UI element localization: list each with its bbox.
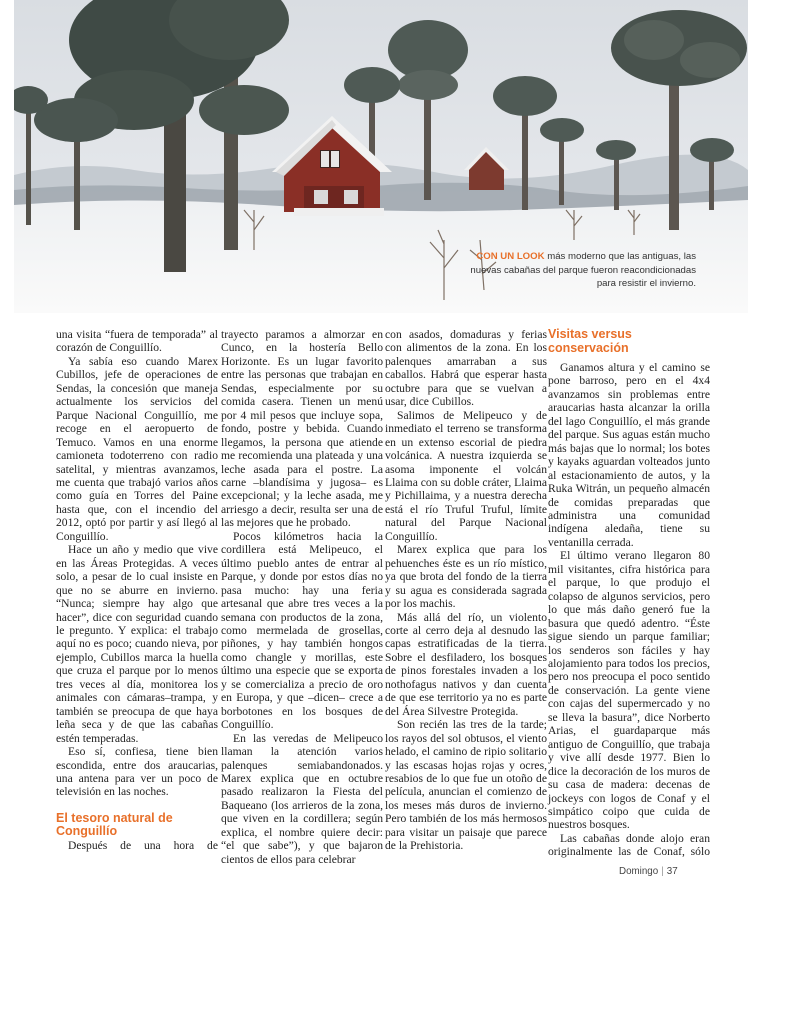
body-paragraph: Ganamos altura y el camino se pone barroso, pero en el 4x4 avanzamos sin problemas entre araucarias hasta alcanzar la orilla del lago Conguillío, el más grande del parque. Sus aguas están mucho más bajas que lo normal; los botes y kayaks aguardan volteados junto al estacionamiento de autos, y la Ruka Witrán, un pequeño almacén de comidas preparadas que administra una comunidad indígena aledaña, tiene su ventanilla cerrada.: [548, 361, 710, 549]
body-paragraph: En las veredas de Melipeuco llaman la atención varios palenques semiabandonados. Marex explica que en octubre pasado realizaron la Fiesta del Baqueano (los arrieros de la zona, que viven en la cordillera; según explica, el nombre quiere decir: “el que sabe”), y que bajaron cientos de ellos para celebrar: [221, 731, 383, 866]
caption-lead: CON UN LOOK: [476, 251, 545, 262]
page-folio: [619, 866, 678, 877]
body-paragraph: trayecto paramos a almorzar en Cunco, en la hostería Bello Horizonte. Es un lugar favorito entre las personas que trabajan en Sendas, especialmente por su comida casera. Tienen un menú por 4 mil pesos que incluye sopa, fondo, postre y bebida. Cuando llegamos, la persona que atiende me recomienda una plateada y una leche asada para el postre. La carne –blandísima y jugosa– es excepcional; y la leche asada, me arriesgo a decir, resulta ser una de las mejores que he probado.: [221, 328, 383, 530]
text-column-2: [221, 328, 383, 866]
body-paragraph: El último verano llegaron 80 mil visitantes, cifra histórica para el parque, lo que produjo el colapso de algunos servicios, pero lo que más daño generó fue la basura que quedó adentro. “Éste sigue siendo un parque familiar; los senderos son fáciles y hay alojamiento para todos los precios, pero nos preocupa el poco sentido de conservación. La gente viene con cajas del supermercado y no se lleva la basura”, dice Norberto Arias, el guardaparque más antiguo de Conguillío, que trabaja y vive allí desde 1977. Bien lo dice la decoración de los muros de su casa de madera: decenas de jockeys con logos de Conaf y el simpático coipo que cuida de nuestros bosques.: [548, 549, 710, 832]
cabin-snow-photo: [14, 0, 748, 313]
folio-section: Domingo: [619, 866, 659, 877]
text-column-3: [385, 328, 547, 853]
text-column-4: [548, 328, 710, 859]
body-paragraph: Marex explica que para los pehuenches éste es un río místico, ya que brota del fondo de la tierra y su agua es considerada sagrada por los machis.: [385, 543, 547, 611]
body-paragraph: Las cabañas donde alojo eran originalmente las de Conaf, sólo: [548, 831, 710, 859]
body-paragraph: Después de una hora de: [68, 838, 218, 852]
body-paragraph: Eso sí, confiesa, tiene bien escondida, entre dos araucarias, una antena para ver un poco de televisión en las noches.: [56, 745, 218, 799]
section-heading: El tesoro natural de Conguillío: [56, 810, 173, 839]
caption-text: más moderno que las antiguas, las nuevas cabañas del parque fueron reacondicionadas para resistir el invierno.: [470, 251, 696, 289]
text-column-1: [56, 328, 218, 852]
body-paragraph: Ya sabía eso cuando Marex Cubillos, jefe de operaciones de Sendas, la concesión que maneja actualmente los servicios del Parque Nacional Conguillío, me recoge en el aeropuerto de Temuco. Vamos en una enorme camioneta todoterreno con radio satelital, y mientras avanzamos, me cuenta que trabajó varios años como guía en Torres del Paine hasta que, con el incendio del 2012, optó por partir y así llegó al Conguillío.: [56, 354, 218, 543]
body-paragraph: Salimos de Melipeuco y de inmediato el terreno se transforma en un extenso escorial de piedra volcánica. A nuestra izquierda se asoma imponente el volcán Llaima con su doble cráter, Llaima y Pichillaima, y a nuestra derecha está el río Truful Truful, límite natural del Parque Nacional Conguillío.: [385, 408, 547, 543]
body-paragraph: Hace un año y medio que vive en las Áreas Protegidas. A veces solo, a pesar de lo cual insiste en que no se aburre en invierno. “Nunca; siempre hay algo que hacer”, dice con seguridad cuando le pregunto. Y explica: el trabajo aquí no es poco; cuando nieva, por ejemplo, Cubillos marca la huella que cruza el parque por lo menos tres veces al día, monitorea los animales con cámaras–trampa, y también se preocupa de que haya leña seca y de que las cabañas estén temperadas.: [56, 543, 218, 745]
body-paragraph: Más allá del río, un violento corte al cerro deja al desnudo las capas estratificadas de la tierra. Sobre el desfiladero, los bosques de pinos forestales invaden a los nothofagus nativos y dan cuenta de que ese territorio ya no es parte del Área Silvestre Protegida.: [385, 610, 547, 718]
photo-caption: [466, 250, 696, 291]
section-heading: Visitas versus conservación: [548, 327, 632, 355]
body-paragraph: con asados, domaduras y ferias con alimentos de la zona. En los palenques amarraban a sus caballos. Habrá que esperar hasta octubre para que se vuelvan a usar, dice Cubillos.: [385, 328, 547, 409]
body-paragraph: Pocos kilómetros hacia la cordillera está Melipeuco, el último pueblo antes de entrar al Parque, y donde por estos días no pasa mucho: hay una feria artesanal que abre tres veces a la semana con productos de la zona, como mermelada de grosellas, piñones, y hay también hongos como changle y morillas, este último una especie que se exporta y se comercializa a precio de oro en Europa, y que –dicen– crece a borbotones en los bosques de Conguillío.: [221, 529, 383, 732]
body-paragraph: Son recién las tres de la tarde; los rayos del sol obtusos, el viento helado, el camino de ripio solitario y las escasas hojas rojas y ocres, resabios de lo que fue un otoño de película, anuncian el comienzo de los meses más duros de invierno. Pero también de los más hermosos para visitar un paisaje que parece de la Prehistoria.: [385, 718, 547, 853]
folio-separator: |: [661, 866, 664, 877]
folio-page-number: 37: [666, 866, 678, 877]
body-paragraph: una visita “fuera de temporada” al corazón de Conguillío.: [56, 328, 218, 355]
